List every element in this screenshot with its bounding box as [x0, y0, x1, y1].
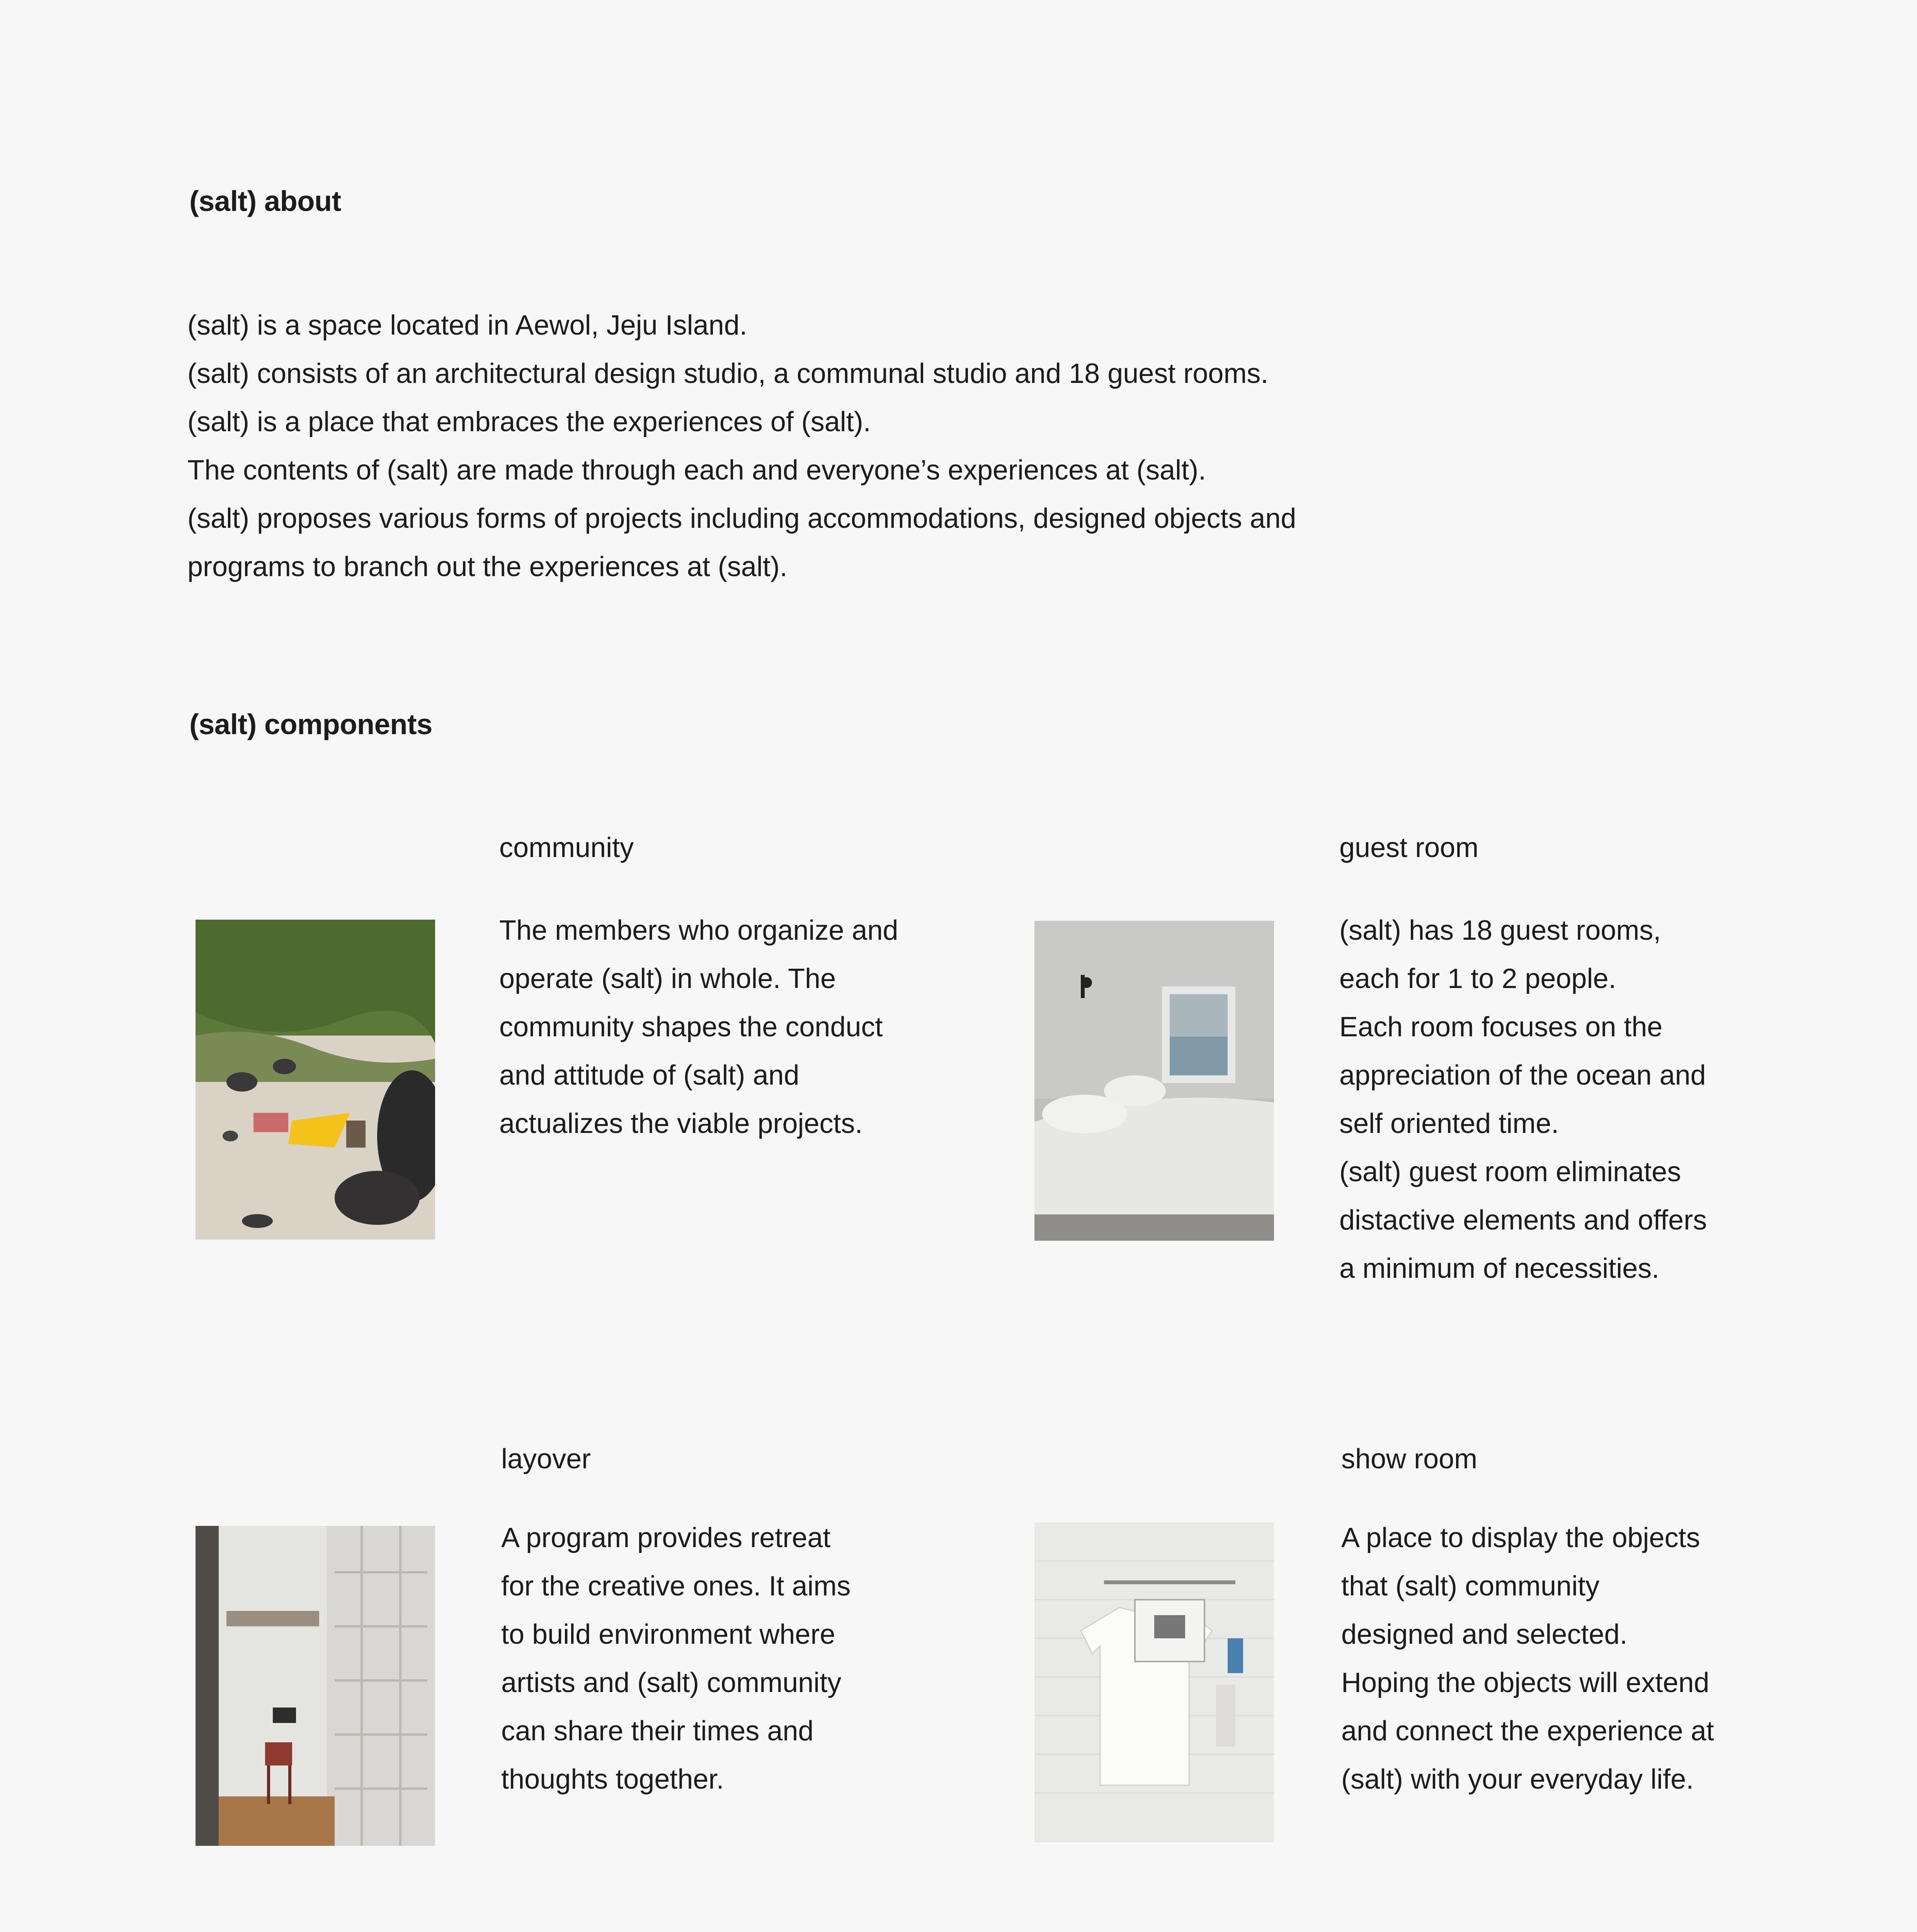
about-heading: (salt) about: [189, 185, 341, 217]
guest-room-photo: [1034, 921, 1274, 1241]
component-title-guest-room: guest room: [1339, 832, 1479, 863]
about-line: The contents of (salt) are made through each and everyone’s experiences at (salt).: [187, 455, 1206, 486]
loft-room-photo-icon: [196, 1526, 435, 1846]
community-photo: [196, 920, 435, 1240]
component-title-show-room: show room: [1341, 1444, 1478, 1475]
component-title-layover: layover: [501, 1444, 591, 1475]
about-line: (salt) is a place that embraces the experiences of (salt).: [187, 406, 871, 437]
about-line: programs to branch out the experiences at (salt).: [187, 551, 788, 582]
bedroom-photo-icon: [1034, 921, 1274, 1241]
component-body-guest-room: (salt) has 18 guest rooms, each for 1 to 2 people. Each room focuses on the appreciation of the ocean and self oriented time. (salt) guest room eliminates distactive elements and offers a minimum of necessities.: [1339, 915, 1707, 1284]
component-title-community: community: [499, 832, 634, 863]
tshirt-display-photo-icon: [1034, 1522, 1274, 1842]
show-room-photo: [1034, 1522, 1274, 1842]
components-heading: (salt) components: [189, 708, 432, 740]
about-line: (salt) is a space located in Aewol, Jeju Island.: [187, 310, 747, 341]
component-body-layover: A program provides retreat for the creative ones. It aims to build environment where artists and (salt) community can share their times and thoughts together.: [501, 1522, 851, 1795]
about-paragraph: [187, 301, 1656, 591]
layover-photo: [196, 1526, 435, 1846]
component-body-show-room: A place to display the objects that (salt) community designed and selected. Hoping the objects will extend and connect the experience at (salt) with your everyday life.: [1341, 1522, 1714, 1795]
beach-photo-icon: [196, 920, 435, 1240]
component-body-community: The members who organize and operate (salt) in whole. The community shapes the conduct and attitude of (salt) and actualizes the viable projects.: [499, 915, 898, 1139]
about-line: (salt) proposes various forms of projects including accommodations, designed objects and: [187, 503, 1296, 534]
about-line: (salt) consists of an architectural design studio, a communal studio and 18 guest rooms.: [187, 358, 1269, 389]
